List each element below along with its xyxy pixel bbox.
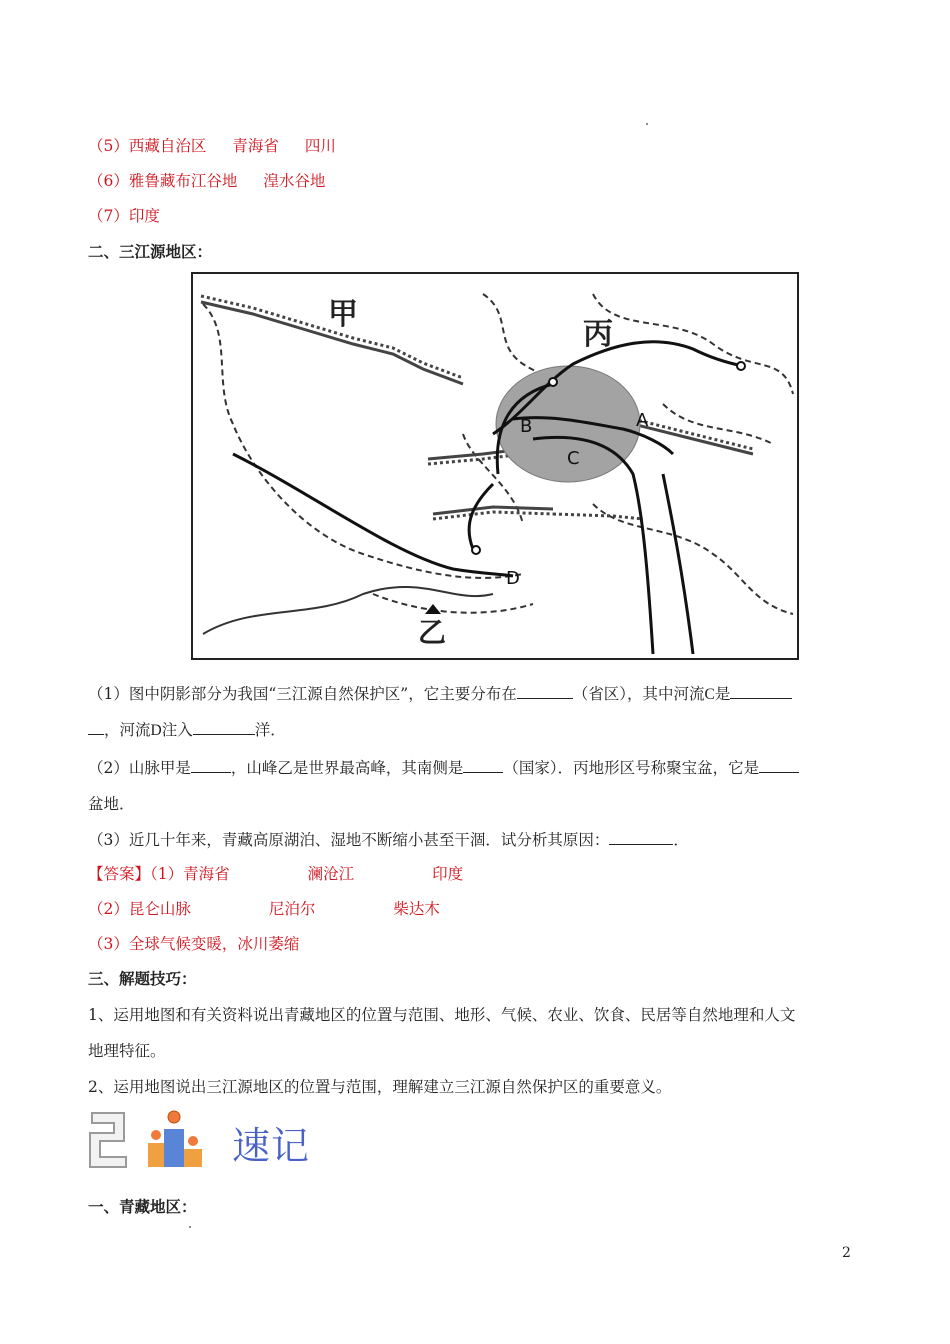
label-yi: 乙 bbox=[418, 616, 447, 649]
q-text: （2）山脉甲是 bbox=[88, 759, 191, 777]
river-south bbox=[663, 474, 693, 654]
river-B-lower bbox=[469, 484, 493, 549]
q-text: 是 bbox=[714, 685, 731, 703]
q-text: （国家）．丙地形区号称聚宝盆，它是 bbox=[503, 759, 760, 777]
map-boundary bbox=[203, 587, 493, 634]
answer-row-1 bbox=[88, 863, 463, 885]
podium-icon bbox=[86, 1105, 226, 1175]
tip-1-line1: 1、运用地图和有关资料说出青藏地区的位置与范围、地形、气候、农业、饮食、民居等自然地理和人文 bbox=[88, 1006, 796, 1024]
answer-item: 雅鲁藏布江谷地 bbox=[128, 172, 238, 190]
tip-1-line2: 地理特征。 bbox=[88, 1042, 166, 1060]
page-number: 2 bbox=[842, 1245, 851, 1261]
answer-blank[interactable] bbox=[193, 720, 255, 735]
tip-2: 2、运用地图说出三江源地区的位置与范围，理解建立三江源自然保护区的重要意义。 bbox=[88, 1078, 672, 1096]
section-heading-sanjiangyuan: 二、三江源地区： bbox=[88, 242, 213, 261]
answer-item: 西藏自治区 bbox=[128, 137, 207, 155]
question-2-line1 bbox=[88, 757, 799, 779]
speck bbox=[646, 123, 648, 125]
answer-item: 青海省 bbox=[232, 137, 279, 155]
answer-item: 印度 bbox=[432, 865, 464, 883]
answer-blank[interactable] bbox=[730, 684, 792, 699]
answer-blank[interactable] bbox=[609, 830, 673, 845]
q-text: ． bbox=[673, 831, 689, 849]
answer-item: 印度 bbox=[128, 207, 160, 225]
peak-yi-marker bbox=[425, 604, 441, 614]
answer-item: 湟水谷地 bbox=[263, 172, 326, 190]
q-text: D bbox=[150, 722, 162, 739]
question-1-line1 bbox=[88, 683, 792, 706]
answer-7 bbox=[88, 205, 160, 227]
label-D: D bbox=[506, 568, 520, 589]
q-text: （省区），其中河流 bbox=[572, 685, 705, 703]
answer-item: 柴达木 bbox=[393, 900, 440, 918]
label-C: C bbox=[567, 448, 580, 469]
section-heading-tips: 三、解题技巧： bbox=[88, 969, 197, 988]
q-text: C bbox=[704, 686, 715, 703]
section-heading-qingzang: 一、青藏地区： bbox=[88, 1197, 197, 1216]
answer-blank[interactable] bbox=[517, 684, 573, 699]
label-A: A bbox=[636, 410, 649, 431]
answer-row-2 bbox=[88, 898, 440, 920]
answer-tag: 【答案】 bbox=[88, 865, 151, 883]
question-3 bbox=[88, 829, 689, 851]
q-text: ，山峰乙是世界最高峰，其南侧是 bbox=[230, 759, 464, 777]
answer-item: 四川 bbox=[304, 137, 336, 155]
answer-num: （7） bbox=[88, 207, 129, 225]
answer-6 bbox=[88, 170, 325, 192]
answer-item: 澜沧江 bbox=[307, 865, 355, 883]
label-jia: 甲 bbox=[328, 297, 358, 332]
answer-num: （5） bbox=[88, 137, 129, 155]
answer-row-3: （3）全球气候变暖，冰川萎缩 bbox=[88, 935, 300, 953]
answer-5 bbox=[88, 135, 336, 157]
answer-blank[interactable] bbox=[191, 758, 231, 773]
label-bing: 丙 bbox=[583, 317, 613, 352]
sanjiangyuan-map bbox=[191, 272, 799, 660]
q-text: 注入 bbox=[161, 721, 193, 739]
q-text: （3）近几十年来，青藏高原湖泊、湿地不断缩小甚至干涸．试分析其原因： bbox=[88, 831, 610, 849]
answer-item: （2）昆仑山脉 bbox=[88, 900, 191, 918]
rivers bbox=[233, 342, 743, 654]
q-text: （1）图中阴影部分为我国“三江源自然保护区”，它主要分布在 bbox=[88, 685, 517, 703]
answer-blank[interactable] bbox=[463, 758, 503, 773]
question-1-line2 bbox=[88, 719, 286, 742]
q-text: 洋． bbox=[254, 721, 286, 739]
q-text: 盆地． bbox=[88, 795, 135, 813]
question-2-line2 bbox=[88, 793, 135, 815]
answer-item: （1）青海省 bbox=[150, 865, 230, 883]
map-graphic bbox=[193, 274, 797, 658]
label-B: B bbox=[520, 416, 533, 437]
answer-num: （6） bbox=[88, 172, 129, 190]
answer-blank[interactable] bbox=[88, 720, 104, 735]
answer-item: 尼泊尔 bbox=[268, 900, 316, 918]
answer-blank[interactable] bbox=[759, 758, 799, 773]
q-text: ，河流 bbox=[104, 721, 151, 739]
speck bbox=[189, 1226, 191, 1228]
logo-text: 速记 bbox=[232, 1124, 311, 1168]
